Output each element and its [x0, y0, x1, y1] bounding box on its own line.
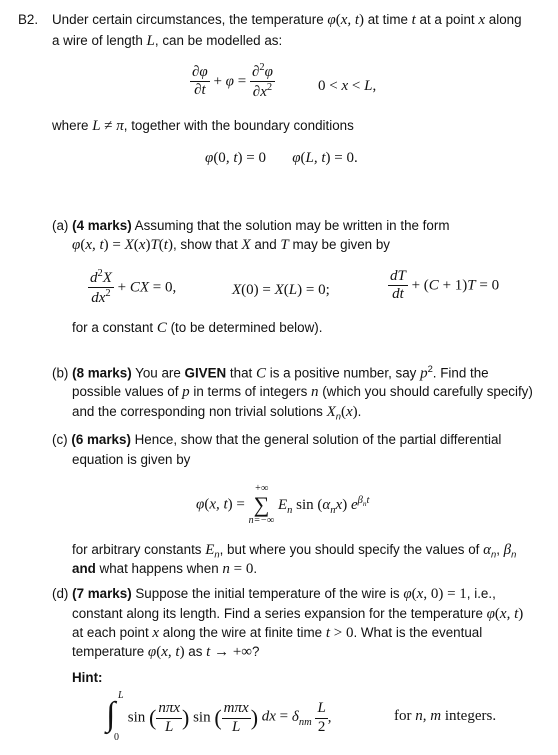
part-c-footer-1: for arbitrary constants $E_n$, but where you should specify the values of $\alpha_n$, $\beta_n$	[72, 542, 517, 560]
pde-equation: $\frac{\partial\varphi}{\partial t}$ + φ = $\frac{\partial^2\varphi}{\partial x^2}$	[192, 62, 273, 101]
question-number: B2.	[18, 12, 39, 27]
part-a-line-2: φ(x, t) = X(x)T(t), show that X and T may be given by	[72, 237, 390, 253]
part-c-line-2: equation is given by	[72, 452, 191, 467]
part-c-general-solution: φ(x, t) = +∞ ∑ n=−∞ $E_n$ $\sin (\alpha_nx)$ $e^{\beta_nt}$	[196, 483, 370, 526]
part-b-line-1: (b) (8 marks) You are GIVEN that C is a positive number, say $p^2$. Find the	[52, 364, 489, 382]
intro-line-1: Under certain circumstances, the temperature φ(x, t) at time t at a point x along	[52, 12, 522, 28]
hint-tail: for n, m integers.	[394, 708, 497, 724]
boundary-conditions: φ(0, t) = 0 φ(L, t) = 0.	[205, 150, 358, 166]
part-a-footer: for a constant C (to be determined below).	[72, 320, 323, 336]
part-a-line-1: (a) (4 marks) Assuming that the solution may be written in the form	[52, 218, 450, 233]
part-d-line-3: at each point x along the wire at finite time t > 0. What is the eventual	[72, 625, 483, 641]
hint-integral: ∫ L 0 sin ( $\frac{\text{nπx}}{L}$ ) sin ( $\frac{\text{mπx}}{L}$ ) dx = $\delta_{nm}$ $\frac{L}{2}$ ,	[106, 690, 332, 743]
part-a-equation-x: $\frac{d^2X}{dx^2}$ + CX = 0,	[90, 268, 177, 307]
part-b-line-2: possible values of p in terms of integers n (which you should carefully specify)	[72, 384, 533, 400]
part-d-line-1: (d) (7 marks) Suppose the initial temperature of the wire is φ(x, 0) = 1, i.e.,	[52, 586, 496, 602]
part-d-line-4: temperature φ(x, t) as t → +∞?	[72, 644, 260, 660]
pde-domain: 0 < x < L,	[318, 78, 377, 94]
part-a-equation-t: $\frac{dT}{dt}$ + (C + 1)T = 0	[390, 268, 500, 303]
part-c-footer-2: and what happens when n = 0.	[72, 561, 258, 577]
part-b-line-3: and the corresponding non trivial solutions $X_n(x)$.	[72, 404, 362, 422]
part-c-line-1: (c) (6 marks) Hence, show that the general solution of the partial differential	[52, 432, 502, 447]
part-a-boundary: X(0) = X(L) = 0;	[232, 282, 330, 298]
hint-label: Hint:	[72, 670, 103, 685]
where-line: where L ≠ π, together with the boundary conditions	[52, 118, 354, 134]
part-d-line-2: constant along its length. Find a series expansion for the temperature φ(x, t)	[72, 606, 524, 622]
intro-line-2: a wire of length L, can be modelled as:	[52, 33, 283, 49]
